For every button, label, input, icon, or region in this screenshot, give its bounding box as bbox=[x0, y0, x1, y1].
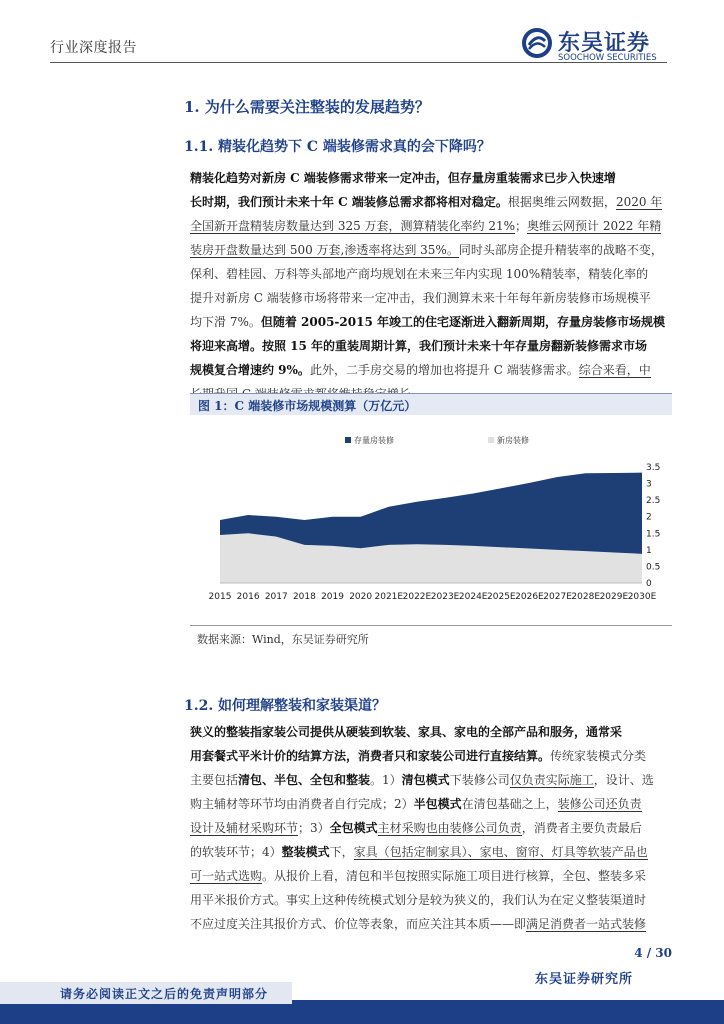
report-type-label: 行业深度报告 bbox=[50, 40, 137, 56]
paragraph-line bbox=[190, 888, 672, 912]
x-tick-label: 2024E bbox=[458, 592, 488, 602]
paragraph-line bbox=[190, 912, 672, 936]
text-run: 2020 年 bbox=[615, 195, 663, 209]
text-run: 综合来看，中 bbox=[578, 363, 651, 377]
text-run: 。从报价上看，清包和半包按照实际施工项目进行核算，全包、整装多采 bbox=[262, 869, 647, 883]
text-run: 下装修公司 bbox=[449, 773, 510, 787]
page-number: 4 / 30 bbox=[634, 946, 672, 960]
x-tick-label: 2015 bbox=[208, 592, 232, 602]
paragraph-line bbox=[190, 358, 672, 382]
y-tick-label: 2 bbox=[646, 512, 652, 523]
paragraph-line bbox=[190, 238, 672, 262]
text-run: 长时期，我们预计未来十年 C 端装修总需求都将相对稳定。 bbox=[190, 195, 508, 209]
y-tick-label: 3 bbox=[646, 479, 652, 490]
x-tick-label: 2021E bbox=[374, 592, 404, 602]
paragraph-line bbox=[190, 310, 672, 334]
x-tick-label: 2030E bbox=[627, 592, 657, 602]
text-run: 根据奥维云网数据， bbox=[507, 195, 616, 209]
paragraph-line bbox=[190, 286, 672, 310]
text-run: 保利、碧桂园、万科等头部地产商均规划在未来三年内实现 100%精装率，精装化率的 bbox=[190, 267, 649, 281]
logo-chinese-name: 东吴证券 bbox=[558, 31, 651, 56]
text-run: 下， bbox=[329, 845, 354, 859]
x-tick-label: 2018 bbox=[292, 592, 316, 602]
text-run: 在清包基础之上， bbox=[461, 797, 558, 811]
soochow-logo-icon bbox=[522, 28, 552, 58]
text-run: 可一站式选购 bbox=[190, 869, 263, 883]
text-run: 全国新开盘精装房数量达到 325 万套，测算精装化率约 21% bbox=[190, 219, 516, 233]
text-run: 奥维云网预计 2022 年精 bbox=[527, 219, 662, 233]
section-1-heading: 1. 为什么需要关注整装的发展趋势？ bbox=[184, 98, 430, 116]
area-chart bbox=[190, 415, 672, 625]
section-1-1-paragraph bbox=[190, 166, 672, 406]
footer-disclaimer: 请务必阅读正文之后的免责声明部分 bbox=[0, 982, 292, 1004]
text-run: 主要包括 bbox=[190, 773, 239, 787]
text-run: 全包模式 bbox=[329, 821, 378, 835]
legend-swatch bbox=[345, 437, 351, 443]
text-run: 此外，二手房交易的增加也将提升 C 端装修需求。 bbox=[309, 363, 579, 377]
text-run: 清包、半包、全包和整装 bbox=[238, 773, 371, 787]
paragraph-line bbox=[190, 720, 672, 744]
text-run: 。1） bbox=[370, 773, 402, 787]
paragraph-line bbox=[190, 816, 672, 840]
text-run: 将迎来高增。按照 15 年的重装周期计算，我们预计未来十年存量房翻新装修需求市场 bbox=[190, 339, 648, 353]
text-run: 不应过度关注其报价方式、价位等表象，而应关注其本质——即 bbox=[190, 917, 527, 931]
text-run: ； bbox=[515, 219, 528, 233]
legend-swatch bbox=[488, 437, 494, 443]
y-tick-label: 0 bbox=[646, 579, 652, 589]
text-run: 半包模式 bbox=[413, 797, 462, 811]
y-tick-label: 3.5 bbox=[646, 463, 661, 473]
figure-1-title: 图 1：C 端装修市场规模测算（万亿元） bbox=[190, 393, 672, 415]
text-run: 装修公司还负责 bbox=[557, 797, 642, 811]
y-tick-label: 0.5 bbox=[646, 562, 661, 573]
company-logo bbox=[522, 26, 672, 62]
text-run: 提升对新房 C 端装修市场将带来一定冲击，我们测算未来十年每年新房装修市场规模平 bbox=[190, 291, 651, 305]
paragraph-line bbox=[190, 262, 672, 286]
text-run: ，设计、选 bbox=[593, 773, 654, 787]
x-tick-label: 2020 bbox=[349, 592, 373, 602]
text-run: 家具（包括定制家具）、家电、窗帘、灯具等软装产品也 bbox=[353, 845, 648, 859]
paragraph-line bbox=[190, 792, 672, 816]
text-run: 但随着 2005-2015 年竣工的住宅逐渐进入翻新周期，存量房装修市场规模 bbox=[260, 315, 665, 329]
paragraph-line bbox=[190, 190, 672, 214]
x-tick-label: 2029E bbox=[599, 592, 629, 602]
y-tick-label: 2.5 bbox=[646, 496, 661, 507]
section-1-2-paragraph bbox=[190, 720, 672, 936]
section-1-2-heading bbox=[184, 695, 386, 715]
paragraph-line bbox=[190, 166, 672, 190]
paragraph-line bbox=[190, 214, 672, 238]
x-tick-label: 2017 bbox=[264, 592, 288, 602]
text-run: 设计及辅材采购环节 bbox=[190, 821, 299, 835]
paragraph-line bbox=[190, 768, 672, 792]
text-run: 满足消费者一站式装修 bbox=[526, 917, 647, 931]
text-run: 清包模式 bbox=[401, 773, 450, 787]
x-tick-label: 2016 bbox=[236, 592, 260, 602]
text-run: 的软装环节；4） bbox=[190, 845, 282, 859]
text-run: 购主辅材等环节均由消费者自行完成；2） bbox=[190, 797, 414, 811]
text-run: 仅负责实际施工 bbox=[509, 773, 594, 787]
text-run: 精装化趋势对新房 C 端装修需求带来一定冲击，但存量房重装需求已步入快速增 bbox=[190, 171, 616, 185]
text-run: 整装模式 bbox=[281, 845, 330, 859]
text-run: 用套餐式平米计价的结算方法，消费者只和家装公司进行直接结算。 bbox=[190, 749, 551, 763]
x-tick-label: 2019 bbox=[321, 592, 344, 602]
paragraph-line bbox=[190, 744, 672, 768]
x-tick-label: 2022E bbox=[402, 592, 432, 602]
section-1-1-number: 1.1. bbox=[184, 139, 214, 155]
section-1-1-title: 精装化趋势下 C 端装修需求真的会下降吗？ bbox=[218, 139, 491, 155]
logo-english-name: SOOCHOW SECURITIES bbox=[558, 53, 657, 63]
x-tick-label: 2028E bbox=[571, 592, 601, 602]
text-run: 用平米报价方式。事实上这种传统模式划分是较为狭义的，我们认为在定义整装渠道时 bbox=[190, 893, 647, 907]
figure-1-source: 数据来源：Wind，东吴证券研究所 bbox=[197, 633, 369, 646]
section-1-2-number: 1.2. bbox=[184, 698, 214, 714]
text-run: 主材采购也由装修公司负责 bbox=[377, 821, 522, 835]
figure-1-bottom-rule bbox=[190, 625, 672, 626]
text-run: ；3） bbox=[298, 821, 330, 835]
section-1-1-heading bbox=[184, 136, 491, 156]
text-run: 装房开盘数量达到 500 万套,渗透率将达到 35%。 bbox=[190, 243, 459, 257]
y-tick-label: 1.5 bbox=[646, 529, 661, 540]
text-run: ，消费者主要负责最后 bbox=[521, 821, 642, 835]
x-tick-label: 2023E bbox=[430, 592, 460, 602]
text-run: 狭义的整装指家装公司提供从硬装到软装、家具、家电的全部产品和服务，通常采 bbox=[190, 725, 623, 739]
paragraph-line bbox=[190, 864, 672, 888]
legend-label: 存量房装修 bbox=[354, 436, 394, 445]
figure-1-chart bbox=[190, 415, 672, 625]
text-run: 规模复合增速约 9%。 bbox=[190, 363, 310, 377]
x-tick-label: 2026E bbox=[515, 592, 544, 602]
section-1-2-title: 如何理解整装和家装渠道？ bbox=[218, 698, 386, 714]
paragraph-line bbox=[190, 840, 672, 864]
x-tick-label: 2025E bbox=[487, 592, 516, 602]
legend-label: 新房装修 bbox=[497, 436, 529, 445]
y-tick-label: 1 bbox=[646, 545, 652, 556]
x-tick-label: 2027E bbox=[543, 592, 572, 602]
text-run: 同时头部房企提升精装率的战略不变， bbox=[458, 243, 663, 257]
paragraph-line bbox=[190, 334, 672, 358]
text-run: 传统家装模式分类 bbox=[550, 749, 647, 763]
text-run: 均下滑 7%。 bbox=[190, 315, 261, 329]
footer-institute: 东吴证券研究所 bbox=[535, 972, 634, 987]
